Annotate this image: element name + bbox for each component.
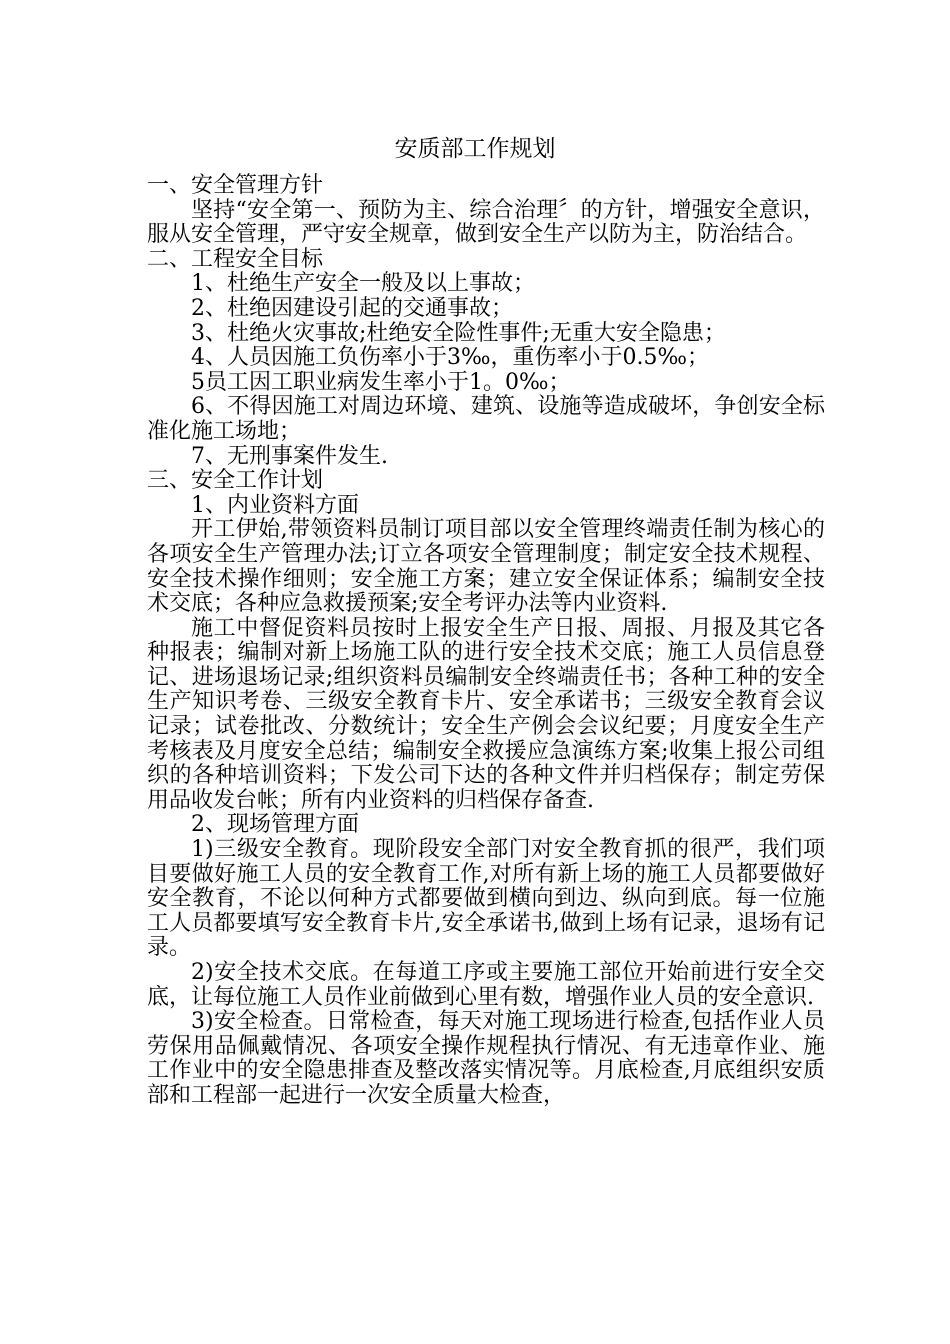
list-item: 6、不得因施工对周边环境、建筑、设施等造成破坏，争创安全标准化施工场地； [147, 394, 825, 444]
list-item: 1、杜绝生产安全一般及以上事故； [191, 271, 535, 297]
body-paragraph: 3)安全检查。日常检查，每天对施工现场进行检查,包括作业人员劳保用品佩戴情况、各项安全操作规程执行情况、有无违章作业、施工作业中的安全隐患排查及整改落实情况等。月底检查,月底组织安质部和工程部一起进行一次安全质量大检查， [147, 1009, 825, 1108]
body-paragraph: 1)三级安全教育。现阶段安全部门对安全教育抓的很严，我们项目要做好施工人员的安全教育工作,对所有新上场的施工人员都要做好安全教育，不论以何种方式都要做到横向到边、纵向到底。每一位施工人员都要填写安全教育卡片,安全承诺书,做到上场有记录，退场有记录。 [147, 837, 825, 961]
body-paragraph: 坚持“安全第一、预防为主、综合治理〞的方针，增强安全意识，服从安全管理，严守安全规章，做到安全生产以防为主，防治结合。 [147, 197, 825, 248]
body-paragraph: 2)安全技术交底。在每道工序或主要施工部位开始前进行安全交底，让每位施工人员作业前做到心里有数，增强作业人员的安全意识. [147, 960, 825, 1010]
list-item: 7、无刑事案件发生. [191, 443, 388, 469]
section-heading: 三、安全工作计划 [147, 468, 324, 494]
list-item: 3、杜绝火灾事故;杜绝安全险性事件;无重大安全隐患； [191, 320, 726, 346]
document-body [147, 174, 825, 1109]
subsection-heading: 1、内业资料方面 [191, 492, 359, 518]
list-item: 5员工因工职业病发生率小于1。0‰； [191, 369, 571, 395]
body-paragraph: 开工伊始,带领资料员制订项目部以安全管理终端责任制为核心的各项安全生产管理办法;订立各项安全管理制度；制定安全技术规程、安全技术操作细则；安全施工方案；建立安全保证体系；编制安全技术交底；各种应急救援预案;安全考评办法等内业资料. [147, 517, 825, 617]
section-heading: 二、工程安全目标 [147, 246, 324, 272]
list-item: 2、杜绝因建设引起的交通事故； [191, 295, 513, 321]
list-item: 4、人员因施工负伤率小于3‰，重伤率小于0.5‰； [191, 345, 710, 371]
body-paragraph: 施工中督促资料员按时上报安全生产日报、周报、月报及其它各种报表；编制对新上场施工队的进行安全技术交底；施工人员信息登记、进场退场记录;组织资料员编制安全终端责任书；各种工种的安全生产知识考卷、三级安全教育卡片、安全承诺书；三级安全教育会议记录；试卷批改、分数统计；安全生产例会会议纪要；月度安全生产考核表及月度安全总结；编制安全救援应急演练方案;收集上报公司组织的各种培训资料；下发公司下达的各种文件并归档保存；制定劳保用品收发台帐；所有内业资料的归档保存备查. [147, 615, 825, 813]
section-heading: 一、安全管理方针 [147, 173, 324, 198]
subsection-heading: 2、现场管理方面 [191, 812, 359, 838]
document-title: 安质部工作规划 [394, 136, 556, 162]
